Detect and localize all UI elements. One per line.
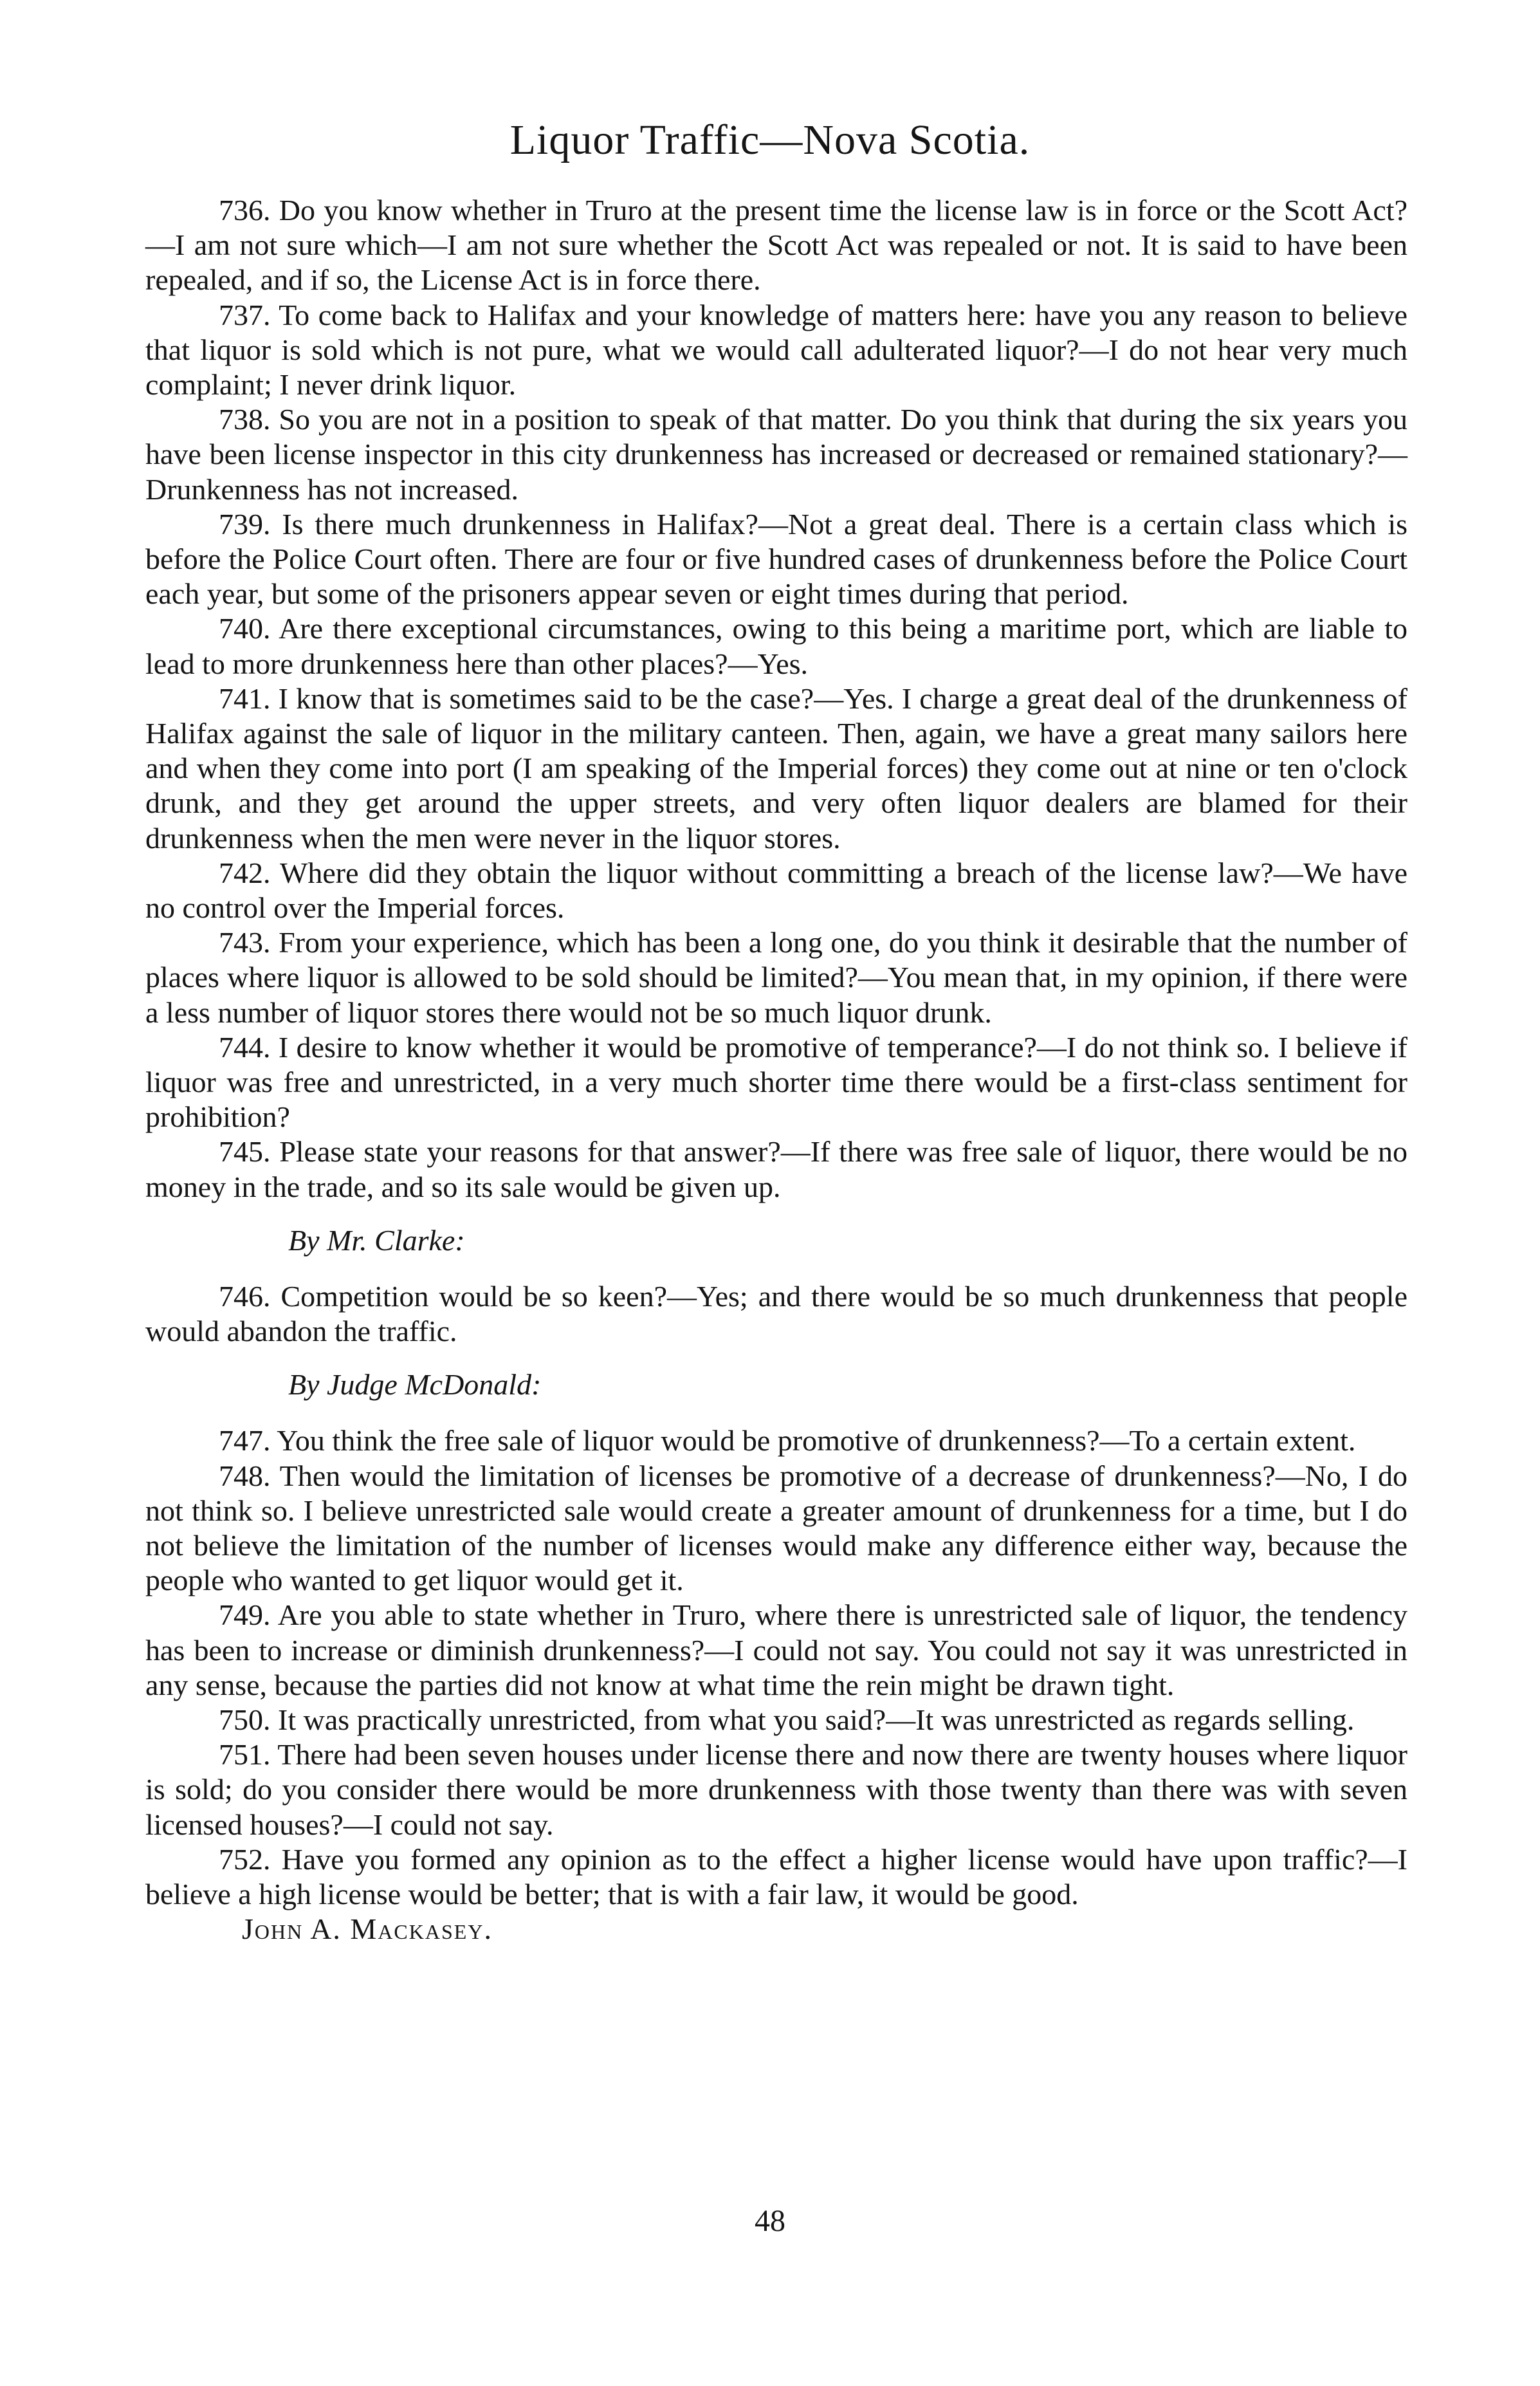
page-title: Liquor Traffic—Nova Scotia. (509, 116, 1031, 163)
testimony-paragraph: 751. There had been seven houses under license there and now there are twenty houses where liquor is sold; do you consider there would be more drunkenness with those twenty than there was with seven licensed houses?—I could not say. (145, 1738, 1407, 1841)
testimony-paragraph: 752. Have you formed any opinion as to the effect a higher license would have upon traffic?—I believe a high license would be better; that is with a fair law, it would be good. (145, 1842, 1407, 1910)
witness-signature: John A. Mackasey. (242, 1912, 493, 1946)
testimony-paragraph: 744. I desire to know whether it would be promotive of temperance?—I do not think so. I believe if liquor was free and unrestricted, in a very much shorter time there would be a first-class sentiment for prohibition? (145, 1030, 1407, 1134)
testimony-paragraph: 736. Do you know whether in Truro at the present time the license law is in force or the Scott Act?—I am not sure which—I am not sure whether the Scott Act was repealed or not. It is said to have been repealed, and if so, the License Act is in force there. (145, 194, 1407, 297)
testimony-paragraph: 746. Competition would be so keen?—Yes; and there would be so much drunkenness that people would abandon the traffic. (145, 1279, 1407, 1348)
testimony-paragraph: 740. Are there exceptional circumstances, owing to this being a maritime port, which are liable to lead to more drunkenness here than other places?—Yes. (145, 612, 1407, 680)
testimony-body (145, 193, 1407, 1947)
speaker-attribution: By Mr. Clarke: (288, 1223, 465, 1257)
page-number: 48 (755, 2204, 785, 2238)
testimony-paragraph: 739. Is there much drunkenness in Halifax?—Not a great deal. There is a certain class which is before the Police Court often. There are four or five hundred cases of drunkenness before the Police Court each year, but some of the prisoners appear seven or eight times during that period. (145, 507, 1407, 611)
testimony-paragraph: 748. Then would the limitation of licenses be promotive of a decrease of drunkenness?—No, I do not think so. I believe unrestricted sale would create a greater amount of drunkenness for a time, but I do not believe the limitation of the number of licenses would make any difference either way, because the people who wanted to get liquor would get it. (145, 1459, 1407, 1597)
testimony-paragraph: 741. I know that is sometimes said to be the case?—Yes. I charge a great deal of the drunkenness of Halifax against the sale of liquor in the military canteen. Then, again, we have a great many sailors here and when they come into port (I am speaking of the Imperial forces) they come out at nine or ten o'clock drunk, and they get around the upper streets, and very often liquor dealers are blamed for their drunkenness when the men were never in the liquor stores. (145, 681, 1407, 855)
testimony-paragraph: 737. To come back to Halifax and your knowledge of matters here: have you any reason to believe that liquor is sold which is not pure, what we would call adulterated liquor?—I do not hear very much complaint; I never drink liquor. (145, 298, 1407, 402)
testimony-paragraph: 738. So you are not in a position to speak of that matter. Do you think that during the six years you have been license inspector in this city drunkenness has increased or decreased or remained stationary?—Drunkenness has not increased. (145, 403, 1407, 506)
speaker-attribution: By Judge McDonald: (288, 1368, 542, 1401)
testimony-paragraph: 750. It was practically unrestricted, from what you said?—It was unrestricted as regards selling. (219, 1703, 1355, 1736)
testimony-paragraph: 742. Where did they obtain the liquor without committing a breach of the license law?—We have no control over the Imperial forces. (145, 856, 1407, 925)
testimony-paragraph: 747. You think the free sale of liquor would be promotive of drunkenness?—To a certain extent. (219, 1424, 1356, 1457)
testimony-paragraph: 743. From your experience, which has been a long one, do you think it desirable that the number of places where liquor is allowed to be sold should be limited?—You mean that, in my opinion, if there were a less number of liquor stores there would not be so much liquor drunk. (145, 926, 1407, 1029)
testimony-paragraph: 745. Please state your reasons for that answer?—If there was free sale of liquor, there would be no money in the trade, and so its sale would be given up. (145, 1135, 1407, 1203)
testimony-paragraph: 749. Are you able to state whether in Truro, where there is unrestricted sale of liquor, the tendency has been to increase or diminish drunkenness?—I could not say. You could not say it was unrestricted in any sense, because the parties did not know at what time the rein might be drawn tight. (145, 1598, 1407, 1701)
